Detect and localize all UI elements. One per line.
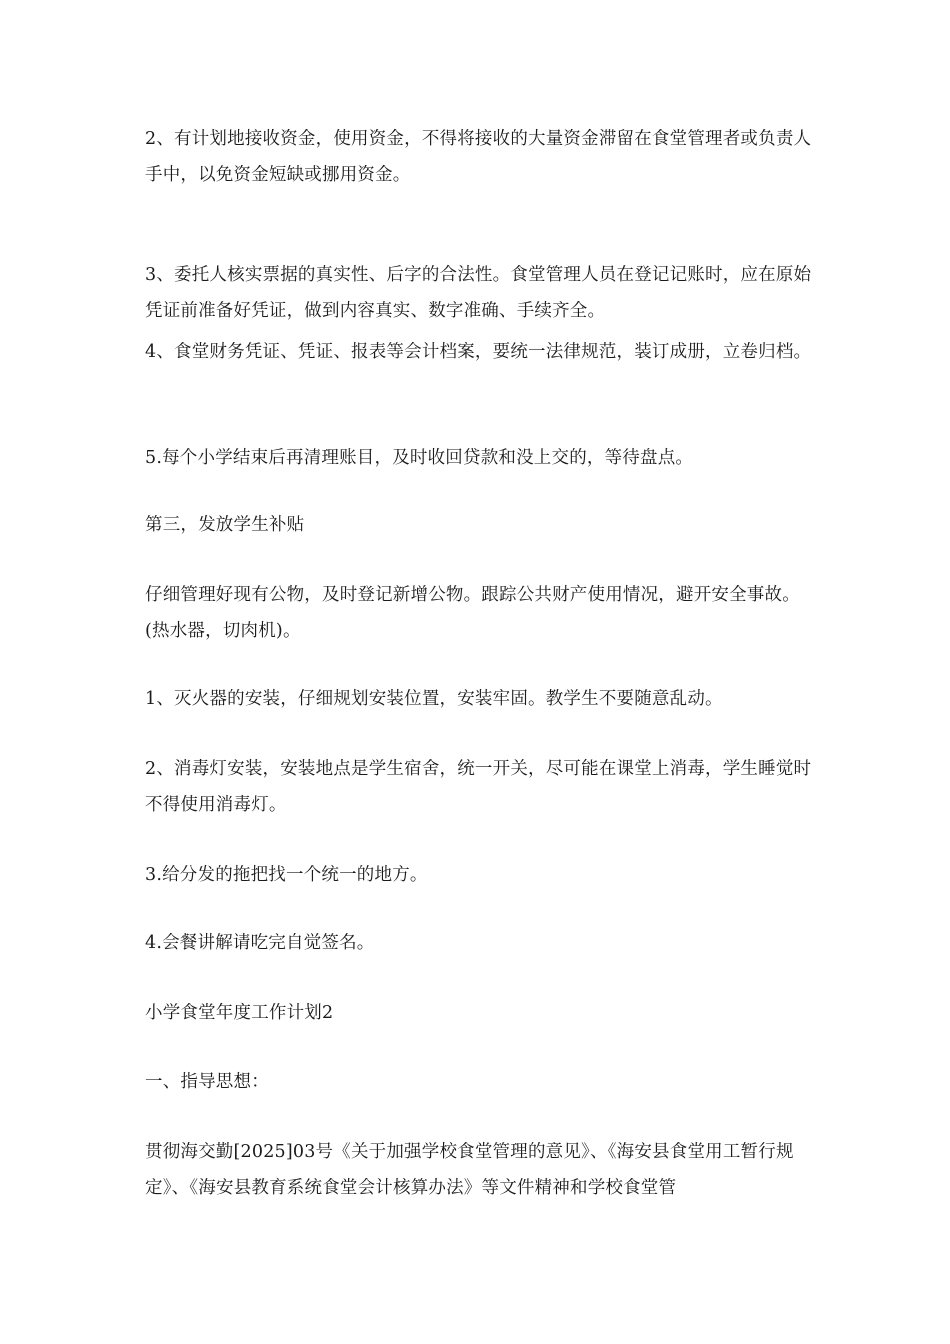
paragraph-fire-extinguisher: 1、灭火器的安装，仔细规划安装位置，安装牢固。教学生不要随意乱动。 — [145, 689, 723, 709]
paragraph-policy-documents: 贯彻海交勤[2025]03号《关于加强学校食堂管理的意见》、《海安县食堂用工暂行规定》、《海安县教育系统食堂会计核算办法》等文件精神和学校食堂管 — [145, 1142, 794, 1198]
paragraph-fund-receiving: 2、有计划地接收资金，使用资金，不得将接收的大量资金滞留在食堂管理者或负责人手中，以免资金短缺或挪用资金。 — [145, 129, 812, 185]
document-title-plan-2: 小学食堂年度工作计划2 — [145, 1003, 334, 1023]
paragraph-public-property: 仔细管理好现有公物，及时登记新增公物。跟踪公共财产使用情况，避开安全事故。(热水器，切肉机)。 — [145, 585, 800, 641]
paragraph-accounting-archives: 4、食堂财务凭证、凭证、报表等会计档案，要统一法律规范，装订成册，立卷归档。 — [145, 342, 812, 362]
paragraph-mop-storage: 3.给分发的拖把找一个统一的地方。 — [145, 865, 428, 885]
section-heading-student-subsidy: 第三，发放学生补贴 — [145, 515, 305, 535]
paragraph-disinfection-lamp: 2、消毒灯安装，安装地点是学生宿舍，统一开关，尽可能在课堂上消毒，学生睡觉时不得使用消毒灯。 — [145, 759, 812, 815]
paragraph-account-clearing: 5.每个小学结束后再清理账目，及时收回贷款和没上交的，等待盘点。 — [145, 448, 694, 468]
section-heading-guiding-ideology: 一、指导思想： — [145, 1072, 269, 1092]
paragraph-voucher-verification: 3、委托人核实票据的真实性、后字的合法性。食堂管理人员在登记记账时，应在原始凭证前准备好凭证，做到内容真实、数字准确、手续齐全。 — [145, 265, 812, 321]
paragraph-meal-signature: 4.会餐讲解请吃完自觉签名。 — [145, 933, 375, 953]
